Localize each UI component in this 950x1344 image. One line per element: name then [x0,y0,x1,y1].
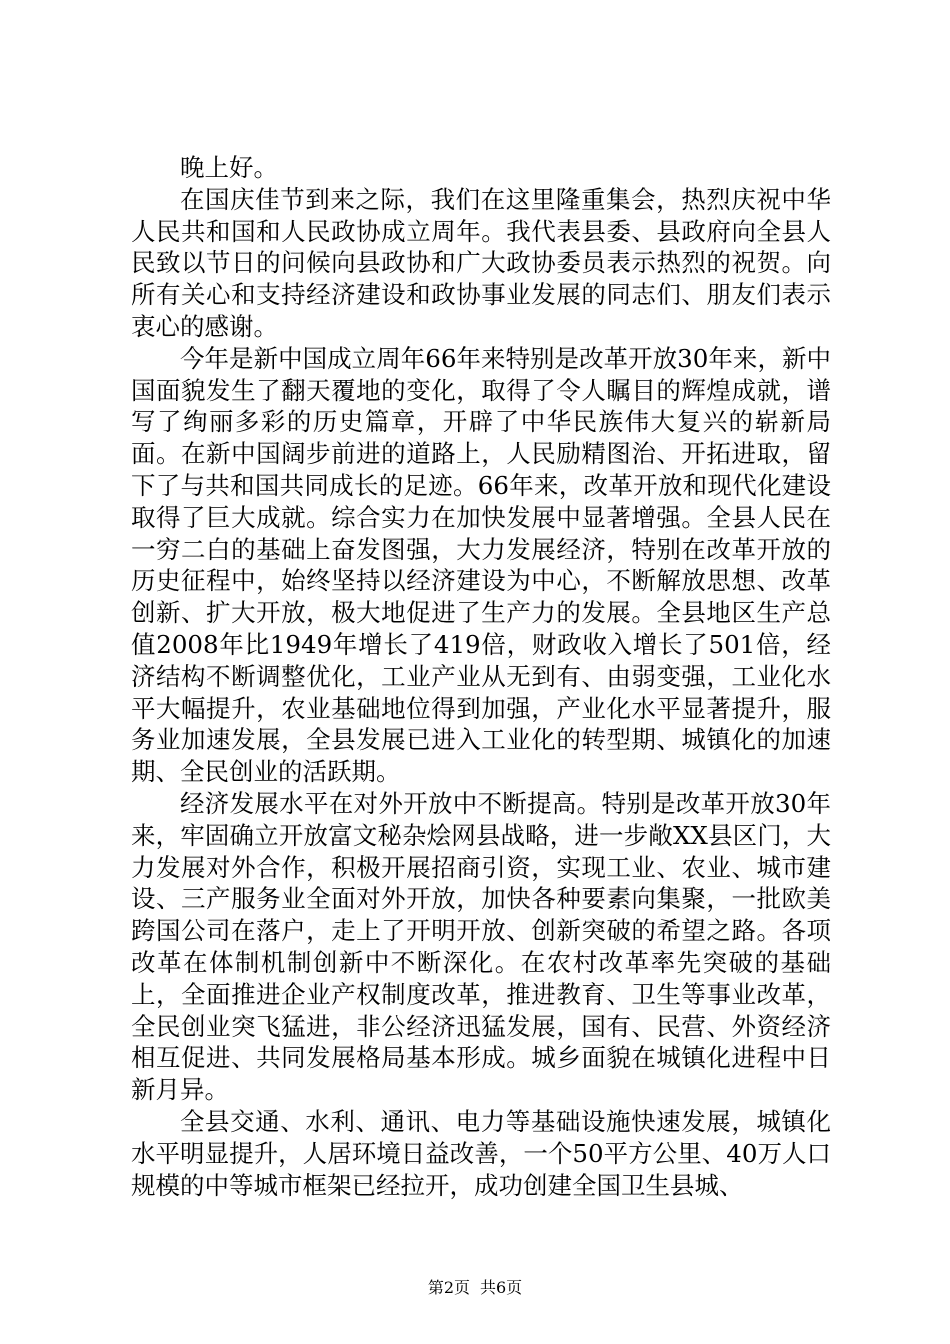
paragraph-greeting: 晚上好。 [180,153,278,182]
page-number: 第2页 [427,1278,470,1297]
paragraph-infrastructure: 全县交通、水利、通讯、电力等基础设施快速发展，城镇化水平明显提升，人居环境日益改善，一个50平方公里、40万人口规模的中等城市框架已经拉开，成功创建全国卫生县城、 [131,1106,831,1200]
page-footer [0,1275,950,1298]
page-total: 共6页 [480,1278,523,1297]
paragraph-opening: 在国庆佳节到来之际，我们在这里隆重集会，热烈庆祝中华人民共和国和人民政协成立周年。我代表县委、县政府向全县人民致以节日的问候向县政协和广大政协委员表示热烈的祝贺。向所有关心和支持经济建设和政协事业发展的同志们、朋友们表示衷心的感谢。 [131,184,831,341]
paragraph-opening-up: 经济发展水平在对外开放中不断提高。特别是改革开放30年来，牢固确立开放富文秘杂烩网县战略，进一步敞XX县区门，大力发展对外合作，积极开展招商引资，实现工业、农业、城市建设、三产服务业全面对外开放，加快各种要素向集聚，一批欧美跨国公司在落户，走上了开明开放、创新突破的希望之路。各项改革在体制机制创新中不断深化。在农村改革率先突破的基础上，全面推进企业产权制度改革，推进教育、卫生等事业改革，全民创业突飞猛进，非公经济迅猛发展，国有、民营、外资经济相互促进、共同发展格局基本形成。城乡面貌在城镇化进程中日新月异。 [131,788,831,1105]
document-body [131,152,831,1201]
paragraph-achievements: 今年是新中国成立周年66年来特别是改革开放30年来，新中国面貌发生了翻天覆地的变化，取得了令人瞩目的辉煌成就，谱写了绚丽多彩的历史篇章，开辟了中华民族伟大复兴的崭新局面。在新中国阔步前进的道路上，人民励精图治、开拓进取，留下了与共和国共同成长的足迹。66年来，改革开放和现代化建设取得了巨大成就。综合实力在加快发展中显著增强。全县人民在一穷二白的基础上奋发图强，大力发展经济，特别在改革开放的历史征程中，始终坚持以经济建设为中心，不断解放思想、改革创新、扩大开放，极大地促进了生产力的发展。全县地区生产总值2008年比1949年增长了419倍，财政收入增长了501倍，经济结构不断调整优化，工业产业从无到有、由弱变强，工业化水平大幅提升，农业基础地位得到加强，产业化水平显著提升，服务业加速发展，全县发展已进入工业化的转型期、城镇化的加速期、全民创业的活跃期。 [131,343,831,787]
